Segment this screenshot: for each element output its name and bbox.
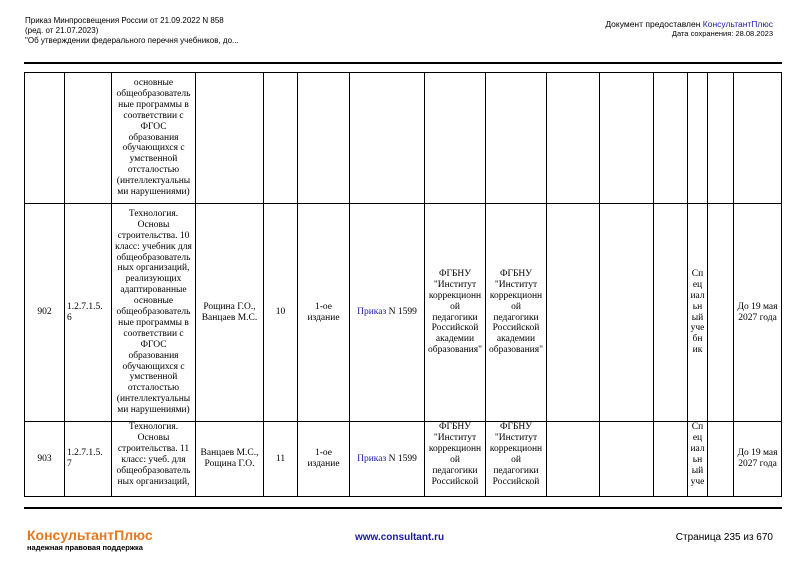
cell-c14 <box>708 73 734 204</box>
cell-org: ФГБНУ "Институт коррекционн ой педагогики Российской академии образования" <box>486 204 547 422</box>
save-date: Дата сохранения: 28.08.2023 <box>671 29 773 38</box>
cell-title: Технология. Основы строительства. 10 класс: учебник для общеобразователь ных организаций, реализующих адаптированные основные общеобразователь ные программы в соответствии с ФГОС образования обучающихся с умственной отсталостью (интеллектуальны ми нарушениями) <box>112 204 196 422</box>
cell-c12 <box>654 73 688 204</box>
cell-num <box>25 73 65 204</box>
cell-type: Сп ец иал ьн ый уче бн ик <box>688 204 708 422</box>
header-divider <box>24 62 782 64</box>
cell-until: До 19 мая 2027 года <box>734 422 782 497</box>
footer-logo: КонсультантПлюс <box>27 527 153 543</box>
cell-grade: 11 <box>264 422 298 497</box>
cell-grade: 10 <box>264 204 298 422</box>
cell-org <box>486 73 547 204</box>
cell-c14 <box>708 204 734 422</box>
cell-type: Сп ец иал ьн ый уче <box>688 422 708 497</box>
page-number: Страница 235 из 670 <box>675 532 773 543</box>
order-link[interactable]: Приказ <box>357 453 387 464</box>
cell-code: 1.2.7.1.5. 7 <box>65 422 112 497</box>
cell-order <box>350 73 425 204</box>
cell-publisher <box>425 73 486 204</box>
footer-tagline: надежная правовая поддержка <box>27 543 143 552</box>
cell-c10 <box>547 73 600 204</box>
cell-num: 903 <box>25 422 65 497</box>
cell-publisher: ФГБНУ "Институт коррекционн ой педагогики Российской академии образования" <box>425 204 486 422</box>
cell-order <box>350 204 425 422</box>
document-provider <box>605 19 773 39</box>
cell-grade <box>264 73 298 204</box>
cell-c10 <box>547 422 600 497</box>
cell-type <box>688 73 708 204</box>
cell-title: основные общеобразователь ные программы в соответствии с ФГОС образования обучающихся с умственной отсталостью (интеллектуальны ми нарушениями) <box>112 73 196 204</box>
cell-authors: Ванцаев М.С., Рощина Г.О. <box>196 422 264 497</box>
cell-c11 <box>600 204 654 422</box>
table-row <box>25 204 782 422</box>
table-row <box>25 422 782 497</box>
cell-edition: 1-ое издание <box>298 422 350 497</box>
cell-order <box>350 422 425 497</box>
cell-c14 <box>708 422 734 497</box>
order-number: N 1599 <box>386 453 417 464</box>
textbook-table <box>24 72 782 497</box>
order-link[interactable]: Приказ <box>357 307 387 318</box>
cell-code <box>65 73 112 204</box>
order-number: N 1599 <box>386 307 417 318</box>
footer-url-link[interactable]: www.consultant.ru <box>355 532 445 543</box>
cell-org: ФГБНУ "Институт коррекционн ой педагогики Российской <box>486 422 547 497</box>
footer-divider <box>24 507 782 509</box>
cell-publisher: ФГБНУ "Институт коррекционн ой педагогики Российской <box>425 422 486 497</box>
cell-c11 <box>600 73 654 204</box>
cell-authors: Рощина Г.О., Ванцаев М.С. <box>196 204 264 422</box>
provider-brand-link[interactable]: КонсультантПлюс <box>702 19 773 29</box>
cell-edition: 1-ое издание <box>298 204 350 422</box>
cell-title: Технология. Основы строительства. 11 класс: учеб. для общеобразователь ных организаций, <box>112 422 196 497</box>
document-title: Приказ Минпросвещения России от 21.09.2022 N 858 (ред. от 21.07.2023) "Об утверждении федерального перечня учебников, до... <box>25 16 239 45</box>
cell-until <box>734 73 782 204</box>
cell-authors <box>196 73 264 204</box>
cell-code: 1.2.7.1.5. 6 <box>65 204 112 422</box>
cell-num: 902 <box>25 204 65 422</box>
table-row <box>25 73 782 204</box>
cell-c11 <box>600 422 654 497</box>
cell-edition <box>298 73 350 204</box>
cell-c12 <box>654 204 688 422</box>
cell-c12 <box>654 422 688 497</box>
provided-prefix: Документ предоставлен <box>605 19 703 29</box>
cell-until: До 19 мая 2027 года <box>734 204 782 422</box>
cell-c10 <box>547 204 600 422</box>
